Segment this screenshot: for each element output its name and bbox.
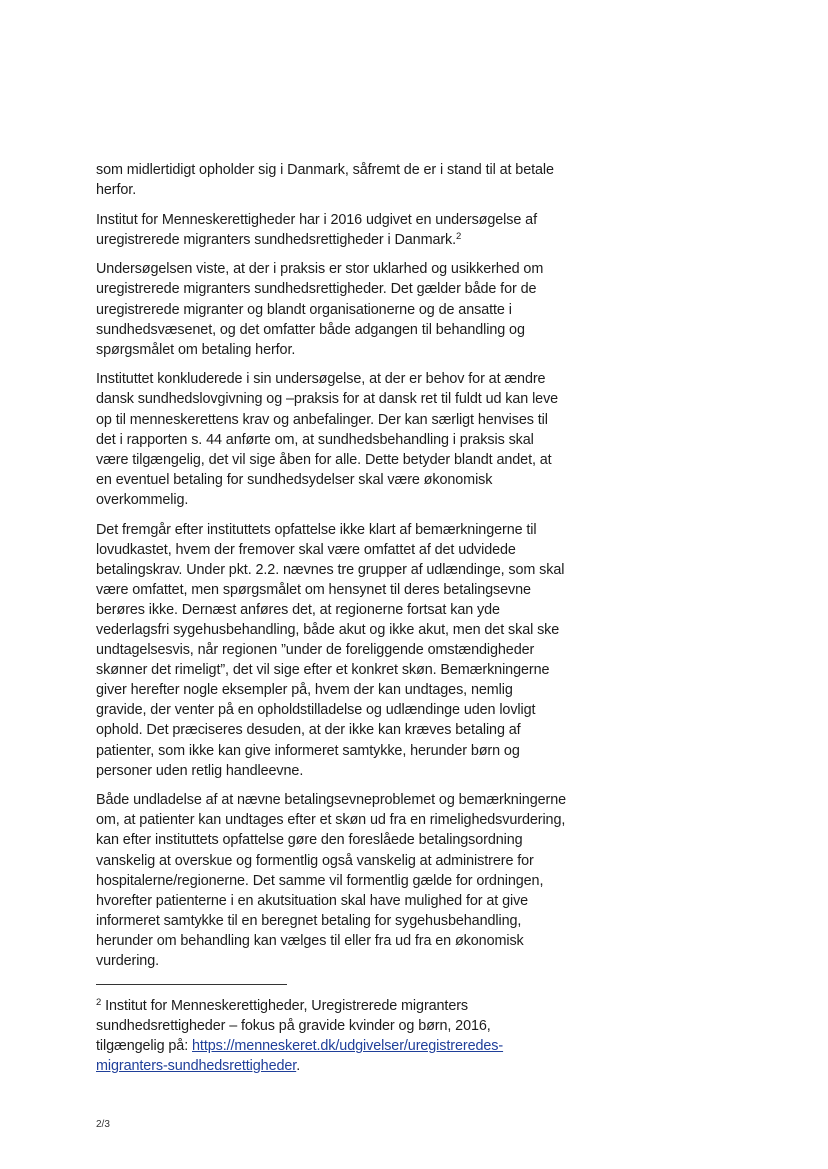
paragraph-2 xyxy=(96,210,566,250)
footnote-divider xyxy=(96,984,287,985)
body-text xyxy=(96,160,566,981)
paragraph-4: Instituttet konkluderede i sin undersøgelse, at der er behov for at ændre dansk sundhedslovgivning og –praksis for at dansk ret til fuldt ud kan leve op til menneskerettens krav og anbefalinger. Der kan særligt henvises til det i rapporten s. 44 anførte om, at sundhedsbehandling i praksis skal være tilgængelig, det vil sige åben for alle. Dette betyder blandt andet, at en eventuel betaling for sundhedsydelser skal være økonomisk overkommelig. xyxy=(96,371,559,508)
footnote-text: Institut for Menneskerettigheder, Uregistrerede migranters sundhedsrettigheder – fokus på gravide kvinder og børn, 2016, tilgængelig på: xyxy=(96,998,491,1055)
footnote xyxy=(96,996,556,1076)
page-number: 2/3 xyxy=(96,1119,110,1130)
footnote-suffix: . xyxy=(296,1058,301,1075)
footnote-marker: 2 xyxy=(96,997,102,1008)
footnote-link[interactable]: https://menneskeret.dk/udgivelser/uregistreredes-migranters-sundhedsrettigheder xyxy=(96,1038,504,1075)
paragraph-3: Undersøgelsen viste, at der i praksis er stor uklarhed og usikkerhed om uregistrerede migranters sundhedsrettigheder. Det gælder både for de uregistrerede migranter og blandt organisationerne og de ansatte i sundhedsvæsenet, og det omfatter både adgangen til behandling og spørgsmålet om betaling herfor. xyxy=(96,261,544,358)
paragraph-5: Det fremgår efter instituttets opfattelse ikke klart af bemærkningerne til lovudkastet, hvem der fremover skal være omfattet af det udvidede betalingskrav. Under pkt. 2.2. nævnes tre grupper af udlændinge, som skal være omfattet, men spørgsmålet om hensynet til deres betalingsevne berøres ikke. Dernæst anføres det, at regionerne fortsat kan yde vederlagsfri sygehusbehandling, både akut og ikke akut, men det skal ske undtagelsesvis, når regionen ”under de foreliggende omstændigheder skønner det rimeligt”, det vil sige efter et konkret skøn. Bemærkningerne giver herefter nogle eksempler på, hvem der kan undtages, nemlig gravide, der venter på en opholdstilladelse og udlændinge uden lovligt ophold. Det præciseres desuden, at der ikke kan kræves betaling af patienter, som ikke kan give informeret samtykke, herunder børn og personer uden retlig handleevne. xyxy=(96,521,565,779)
paragraph-2-text: Institut for Menneskerettigheder har i 2016 udgivet en undersøgelse af uregistrerede migranters sundhedsrettigheder i Danmark. xyxy=(96,211,537,248)
footnote-reference[interactable]: 2 xyxy=(456,230,462,242)
paragraph-1: som midlertidigt opholder sig i Danmark, såfremt de er i stand til at betale herfor. xyxy=(96,162,554,199)
paragraph-6: Både undladelse af at nævne betalingsevneproblemet og bemærkningerne om, at patienter kan undtages efter et skøn ud fra en rimelighedsvurdering, kan efter instituttets opfattelse gøre den foreslåede betalingsordning vanskelig at overskue og formentlig også vanskelig at administrere for hospitalerne/regionerne. Det samme vil formentlig gælde for ordningen, hvorefter patienterne i en akutsituation skal have mulighed for at give informeret samtykke til en beregnet betaling for sygehusbehandling, herunder om behandling kan vælges til eller fra ud fra en økonomisk vurdering. xyxy=(96,792,567,969)
